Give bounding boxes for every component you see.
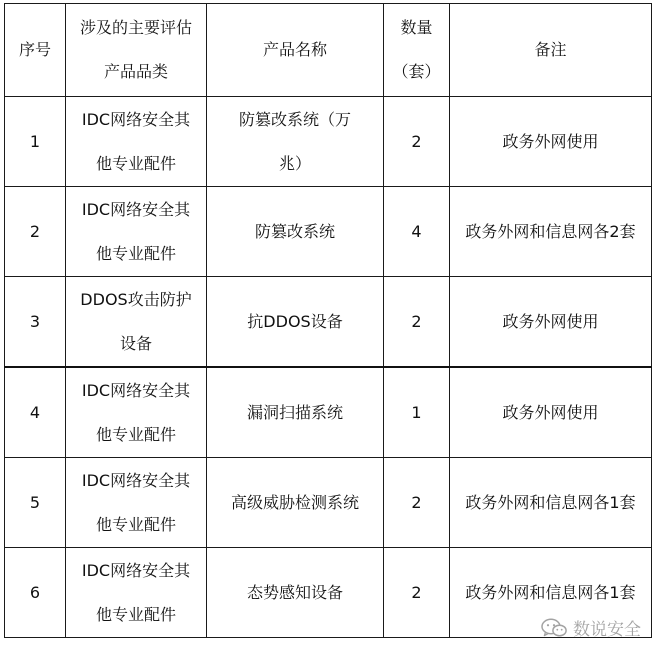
cell-product: 防篡改系统	[207, 187, 384, 277]
watermark	[541, 615, 641, 640]
header-category-line2: 产品品类	[103, 62, 168, 81]
cell-product-line2: 兆）	[278, 153, 311, 173]
header-remarks	[450, 4, 652, 97]
header-quantity	[384, 4, 450, 97]
cell-category-line1: IDC网络安全其	[81, 109, 191, 129]
cell-category-line2: 设备	[119, 333, 152, 353]
table-row	[5, 187, 652, 277]
header-quantity-line2: （套）	[392, 62, 441, 81]
product-table	[4, 3, 652, 638]
cell-remarks: 政务外网和信息网各1套	[450, 548, 652, 638]
cell-quantity: 2	[384, 458, 450, 548]
cell-product: 高级威胁检测系统	[207, 458, 384, 548]
cell-remarks: 政务外网使用	[450, 367, 652, 458]
cell-category	[66, 97, 207, 187]
header-quantity-line1: 数量	[400, 18, 433, 37]
cell-category-line2: 他专业配件	[95, 424, 176, 444]
header-category-line1: 涉及的主要评估	[79, 18, 192, 37]
cell-quantity: 2	[384, 277, 450, 368]
cell-product: 漏洞扫描系统	[207, 367, 384, 458]
cell-category-line1: IDC网络安全其	[81, 380, 191, 400]
cell-index: 5	[5, 458, 66, 548]
wechat-icon	[541, 618, 567, 638]
cell-product: 态势感知设备	[207, 548, 384, 638]
cell-category	[66, 187, 207, 277]
cell-index: 1	[5, 97, 66, 187]
table-row	[5, 277, 652, 368]
cell-category-line1: DDOS攻击防护	[80, 289, 192, 309]
cell-quantity: 2	[384, 548, 450, 638]
cell-index: 4	[5, 367, 66, 458]
cell-category-line2: 他专业配件	[95, 604, 176, 624]
watermark-text: 数说安全	[573, 620, 641, 640]
cell-index: 3	[5, 277, 66, 368]
cell-remarks: 政务外网和信息网各2套	[450, 187, 652, 277]
cell-category	[66, 367, 207, 458]
cell-quantity: 4	[384, 187, 450, 277]
cell-category	[66, 548, 207, 638]
table-row	[5, 367, 652, 458]
header-index	[5, 4, 66, 97]
cell-quantity: 1	[384, 367, 450, 458]
table-row	[5, 458, 652, 548]
header-product	[207, 4, 384, 97]
cell-remarks: 政务外网和信息网各1套	[450, 458, 652, 548]
header-remarks-label: 备注	[534, 40, 567, 59]
cell-product	[207, 97, 384, 187]
cell-product: 抗DDOS设备	[207, 277, 384, 368]
cell-category-line2: 他专业配件	[95, 514, 176, 534]
cell-remarks: 政务外网使用	[450, 97, 652, 187]
cell-category	[66, 277, 207, 368]
cell-index: 6	[5, 548, 66, 638]
cell-product-line1: 防篡改系统（万	[238, 109, 351, 129]
cell-category-line1: IDC网络安全其	[81, 199, 191, 219]
cell-category	[66, 458, 207, 548]
table-row	[5, 97, 652, 187]
header-category	[66, 4, 207, 97]
cell-category-line2: 他专业配件	[95, 153, 176, 173]
table-header-row	[5, 4, 652, 97]
header-product-label: 产品名称	[262, 40, 327, 59]
cell-index: 2	[5, 187, 66, 277]
cell-category-line1: IDC网络安全其	[81, 560, 191, 580]
cell-quantity: 2	[384, 97, 450, 187]
cell-category-line2: 他专业配件	[95, 243, 176, 263]
header-index-label: 序号	[18, 40, 51, 59]
cell-category-line1: IDC网络安全其	[81, 470, 191, 490]
cell-remarks: 政务外网使用	[450, 277, 652, 368]
